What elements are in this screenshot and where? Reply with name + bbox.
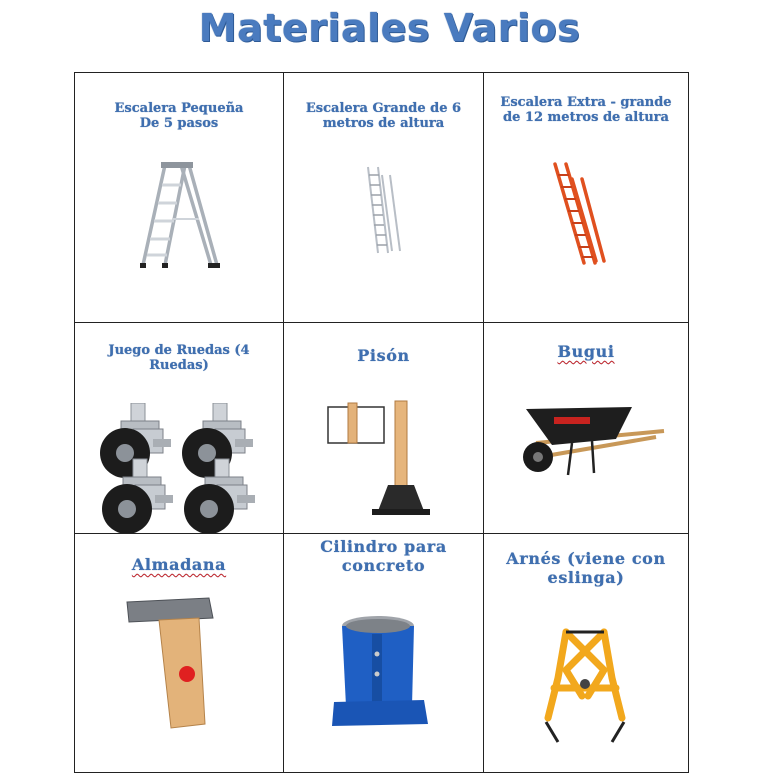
item-label-line1: Juego de Ruedas (4: [108, 343, 250, 358]
wheelbarrow-icon: [506, 403, 668, 483]
tamper-icon: [326, 399, 450, 525]
item-label-line2: de 12 metros de altura: [503, 110, 669, 126]
item-cell-arnes: [484, 534, 689, 773]
item-label: [288, 538, 479, 576]
item-label-line1: Escalera Grande de 6: [305, 101, 462, 116]
item-label: [488, 550, 684, 588]
item-label: [488, 95, 684, 126]
item-label-line2: eslinga): [547, 567, 625, 587]
extension-ladder-icon: [364, 165, 404, 255]
materials-grid: [74, 72, 689, 773]
item-label-line2: metros de altura: [322, 116, 445, 132]
concrete-cylinder-mold-icon: [332, 614, 430, 730]
step-ladder-icon: [137, 161, 221, 271]
item-label-line1: Cilindro para: [320, 537, 447, 556]
item-label: [79, 556, 279, 575]
item-cell-escalera-grande: [284, 73, 484, 323]
item-label-line2: concreto: [341, 555, 426, 575]
item-label-line1: Arnés (viene con: [506, 549, 666, 568]
item-cell-escalera-pequena: [75, 73, 284, 323]
item-cell-juego-de-ruedas: [75, 323, 284, 534]
caster-wheels-icon: [95, 403, 267, 533]
item-cell-almadana: [75, 534, 284, 773]
item-label: [79, 101, 279, 132]
item-label-line1: Almadana: [131, 555, 227, 574]
item-label: [488, 343, 684, 362]
item-label-line1: Bugui: [557, 342, 615, 361]
orange-extension-ladder-icon: [552, 161, 606, 267]
item-label-line2: Ruedas): [149, 358, 209, 374]
item-cell-cilindro: [284, 534, 484, 773]
item-label: [79, 343, 279, 374]
item-label-line1: Escalera Extra - grande: [500, 95, 672, 110]
item-cell-pison: [284, 323, 484, 534]
safety-harness-icon: [538, 626, 634, 746]
sledgehammer-icon: [123, 596, 233, 730]
page-title: Materiales Varios: [198, 6, 581, 50]
item-label: [288, 101, 479, 132]
item-cell-bugui: [484, 323, 689, 534]
item-label-line1: Escalera Pequeña: [114, 101, 244, 116]
item-label-line2: De 5 pasos: [139, 116, 219, 132]
item-label-line1: Pisón: [357, 346, 410, 365]
item-cell-escalera-extra-grande: [484, 73, 689, 323]
item-label: [288, 347, 479, 366]
